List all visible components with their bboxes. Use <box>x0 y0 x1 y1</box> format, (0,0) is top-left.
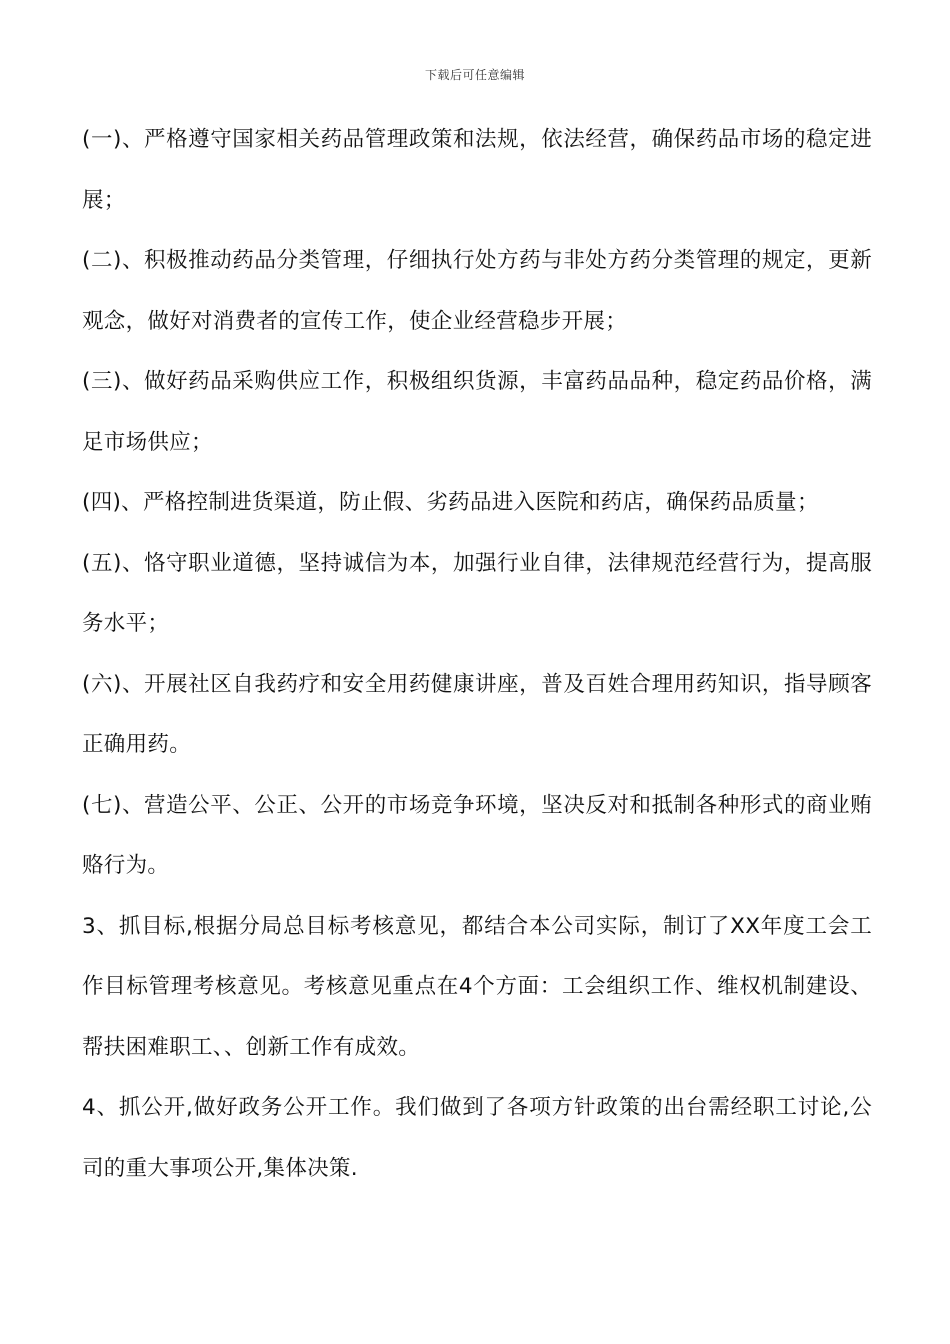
paragraph-6: (六)、开展社区自我药疗和安全用药健康讲座，普及百姓合理用药知识，指导顾客正确用药。 <box>82 671 872 757</box>
paragraph-1: (一)、严格遵守国家相关药品管理政策和法规，依法经营，确保药品市场的稳定进展； <box>82 127 872 213</box>
paragraph-9: 4、抓公开,做好政务公开工作。我们做到了各项方针政策的出台需经职工讨论,公司的重大事项公开,集体决策. <box>82 1095 872 1181</box>
paragraph-5: (五)、恪守职业道德，坚持诚信为本，加强行业自律，法律规范经营行为，提高服务水平； <box>82 550 872 636</box>
document-body <box>82 110 872 1199</box>
paragraph-2: (二)、积极推动药品分类管理，仔细执行处方药与非处方药分类管理的规定，更新观念，做好对消费者的宣传工作，使企业经营稳步开展； <box>82 248 872 334</box>
paragraph-8: 3、抓目标,根据分局总目标考核意见，都结合本公司实际，制订了XX年度工会工作目标管理考核意见。考核意见重点在4个方面：工会组织工作、维权机制建设、帮扶困难职工、、创新工作有成效。 <box>82 913 872 1060</box>
paragraph-7: (七)、营造公平、公正、公开的市场竞争环境，坚决反对和抵制各种形式的商业贿赂行为。 <box>82 792 872 878</box>
paragraph-4: (四)、严格控制进货渠道，防止假、劣药品进入医院和药店，确保药品质量； <box>82 490 819 515</box>
page-header: 下载后可任意编辑 <box>424 68 525 82</box>
paragraph-3: (三)、做好药品采购供应工作，积极组织货源，丰富药品品种，稳定药品价格，满足市场供应； <box>82 369 872 455</box>
